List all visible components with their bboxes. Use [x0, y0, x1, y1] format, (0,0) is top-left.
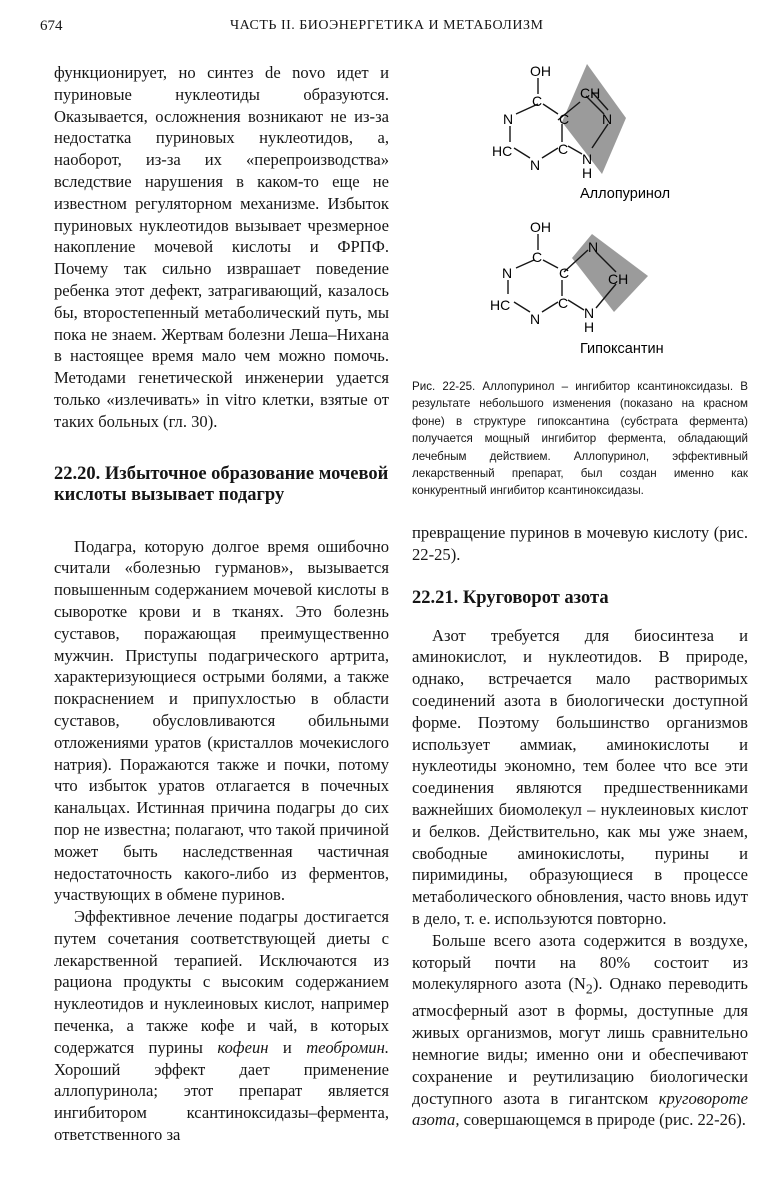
hypoxanthine-structure: [490, 219, 664, 357]
allo-n-five: N: [602, 111, 613, 127]
hypo-nh: N: [584, 305, 595, 321]
right-paragraph-2: [412, 930, 748, 1131]
left-paragraph-3: [54, 906, 389, 1146]
allo-nh: N: [582, 151, 593, 167]
hypo-c-ring: C: [559, 265, 570, 281]
chem-structures: [412, 62, 748, 362]
section-heading-22-20: 22.20. Избыточное образование мочевой кислоты вызывает подагру: [54, 463, 389, 505]
right-paragraph-continuation: превращение пуринов в мочевую кислоту (рис. 22-25).: [412, 523, 748, 564]
allopurinol-highlight: [562, 64, 626, 174]
page-number: 674: [40, 18, 63, 34]
hypo-h: H: [584, 319, 595, 335]
allopurinol-label: Аллопуринол: [580, 186, 671, 202]
left-paragraph-2: Подагра, которую долгое время ошибочно считали «болезнью гурманов», вызывается повышенным содержанием мочевой кислоты в сыворотке крови и в тканях. Это болезнь суставов, поражающая преимущественно мужчин. Приступы подагрического артрита, характеризующиеся острыми болями, а также покраснением и припухлостью в области суставов, обусловливаются обильными отложениями уратов (кристаллов мочекислого натрия). Поражаются также и почки, потому что избыток уратов отлагается в почечных канальцах. Истинная причина подагры до сих пор не известна; полагают, что такой причиной может быть наследственная частичная недостаточность какого-либо из ферментов, участвующих в обмене пуринов.: [54, 536, 389, 905]
hypo-n-five: N: [588, 239, 599, 255]
hypo-n3: N: [530, 311, 541, 327]
term-teobromin: теобромин.: [306, 1037, 389, 1057]
para2-text-c: ). Однако переводить атмосферный азот в формы, доступные для живых организмов, могут лишь сравнительно немногие виды; именно они и обеспечивают сохранение и реутилизацию биологически доступного азота в гигантском: [412, 974, 748, 1108]
figure-caption: Рис. 22-25. Аллопуринол – ингибитор ксантиноксидазы. В результате небольшого изменения (показано на красном фоне) в структуре гипоксантина (субстрата фермента) получается мощный ингибитор фермента, обладающий лечебным действием. Аллопуринол, эффективный лекарственный препарат, был создан именно как конкурентный ингибитор ксантиноксидазы.: [412, 380, 748, 498]
allo-oh: OH: [530, 63, 551, 79]
term-nitrogen-cycle: круговороте азота,: [412, 1088, 748, 1130]
hypo-c-top: C: [532, 249, 543, 265]
para2-subscript: 2: [585, 981, 593, 997]
section-heading-22-21: 22.21. Круговорот азота: [412, 587, 609, 608]
allo-c-bottom: C: [558, 141, 569, 157]
allo-n1: N: [503, 111, 514, 127]
left-column: [54, 62, 389, 1146]
figure-22-25: [412, 62, 748, 362]
allo-c-ring: C: [559, 111, 570, 127]
term-kofein: кофеин: [217, 1037, 269, 1057]
para2-percent: %: [616, 952, 631, 972]
page-header: [40, 18, 755, 42]
allo-hc: HC: [492, 143, 513, 159]
hypoxanthine-label: Гипоксантин: [580, 341, 664, 357]
hypo-oh: OH: [530, 219, 551, 235]
allo-c-top: C: [532, 93, 543, 109]
left-paragraph-1: функционирует, но синтез de novo идет и пуриновые нуклеотиды образуются. Оказывается, осложнения возникают не из-за недостатка пуриновых нуклеотидов, а, наоборот, из-за их «перепроизводства» вследствие нарушения в каком-то еще не известном регуляторном механизме. Избыток пуриновых нуклеотидов вызывает чрезмерное накопление мочевой кислоты и ФРПФ. Почему так сильно изврашает поведение ребенка этот дефект, затрагивающий, казалось бы, второстепенный метаболический путь, мы пока не знаем. Жертвам болезни Леша–Нихана в настоящее время мало чем можно помочь. Методами генетической инженерии удается только «излечивать» in vitro клетки, взятые от таких больных (гл. 30).: [54, 63, 389, 431]
hypo-ch: CH: [608, 271, 629, 287]
allo-h: H: [582, 165, 593, 181]
para3-text-a: Эффективное лечение подагры достигается путем сочетания соответствующей диеты с лекарственной терапией. Исключаются из рациона продукты с высоким содержанием нуклеотидов и нуклеиновых кислот, например печенка, а также кофе и чай, в которых содержатся пурины: [54, 907, 389, 1057]
hypo-hc: HC: [490, 297, 511, 313]
allopurinol-structure: [492, 63, 670, 202]
para3-and: и: [268, 1037, 307, 1057]
para2-text-a: Больше всего азота содержится в воздухе, который почти на 80: [412, 930, 748, 972]
right-paragraph-1: Азот требуется для биосинтеза и аминокислот, и нуклеотидов. В природе, однако, встречается мало растворимых соединений азота в биологически доступной форме. Поэтому большинство организмов использует аммиак, аминокислоты и нуклеотиды экономно, тем более что все эти соединения являются предшественниками важнейших биомолекул – нуклеиновых кислот и белков. Действительно, как мы уже знаем, свободные аминокислоты, пурины и пиримидины, образующиеся в процессе метаболического обновления, часто вновь идут в дело, т. е. используются повторно.: [412, 625, 748, 928]
running-head: ЧАСТЬ II. БИОЭНЕРГЕТИКА И МЕТАБОЛИЗМ: [230, 18, 544, 33]
hypo-n1: N: [502, 265, 513, 281]
allo-n3: N: [530, 157, 541, 173]
para2-text-d: совершающемся в природе (рис. 22-26).: [459, 1110, 746, 1130]
para2-text-b: состоит из молекулярного азота (N: [412, 952, 748, 994]
right-column: [412, 522, 748, 1131]
allo-ch: CH: [580, 85, 601, 101]
para3-text-b: Хороший эффект дает применение аллопуринола; этот препарат является ингибитором ксантиноксидазы–фермента, ответственного за: [54, 1059, 389, 1145]
hypo-c-bottom: C: [558, 295, 569, 311]
